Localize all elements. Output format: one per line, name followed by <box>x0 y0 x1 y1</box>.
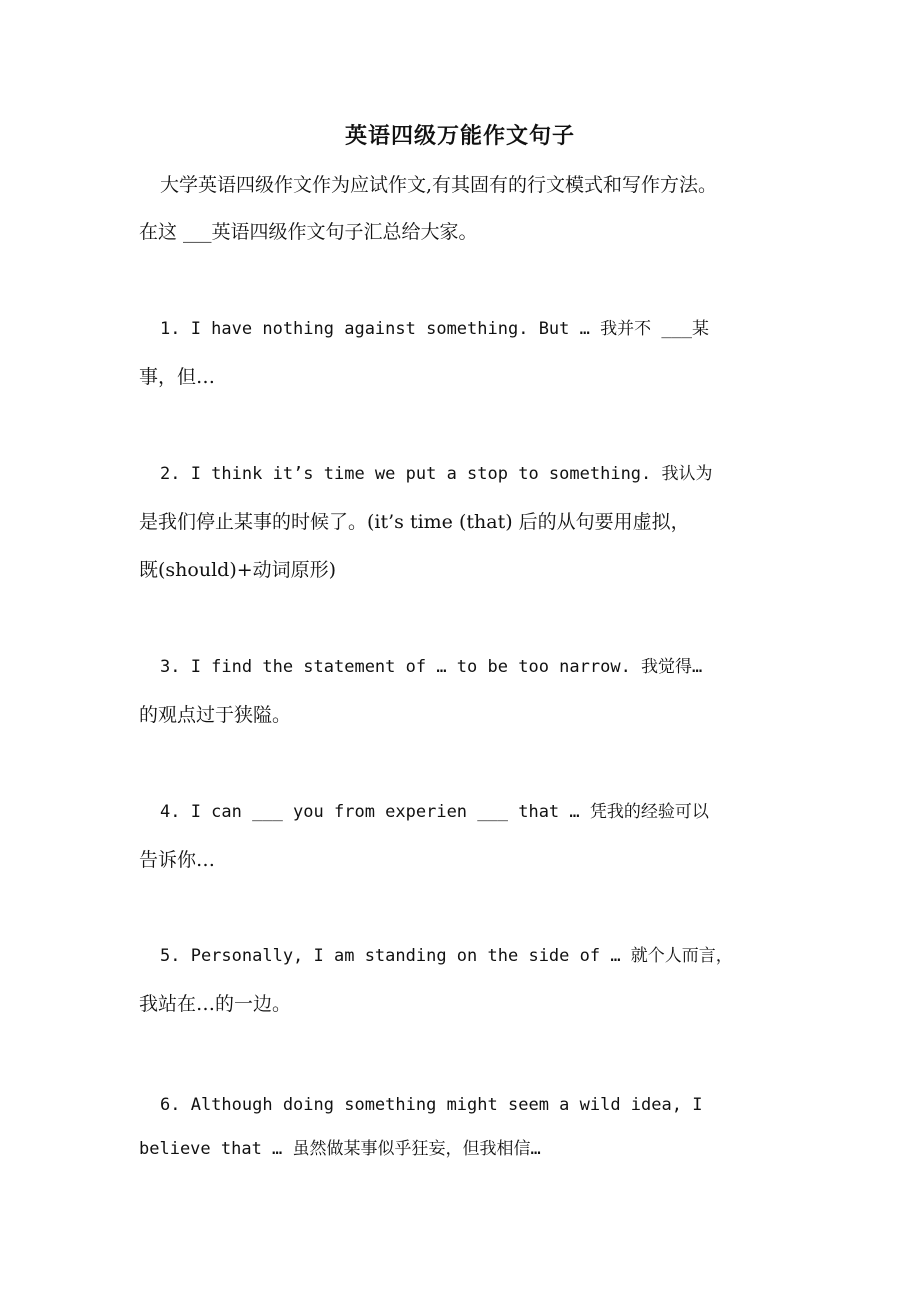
item-4-line-1: 4. I can ___ you from experien ___ that … 凭我的经验可以 <box>160 802 709 822</box>
item-6-line-2: believe that … 虽然做某事似乎狂妄，但我相信… <box>139 1139 541 1159</box>
item-2-line-3: 既(should)+动词原形) <box>139 559 337 581</box>
item-4-line-2: 告诉你… <box>139 849 216 871</box>
intro-line-1: 大学英语四级作文作为应试作文,有其固有的行文模式和写作方法。 <box>160 174 718 196</box>
document-title: 英语四级万能作文句子 <box>344 123 575 149</box>
item-6-line-1: 6. Although doing something might seem a wild idea, I <box>160 1095 703 1115</box>
item-5-line-2: 我站在…的一边。 <box>139 993 292 1015</box>
item-3-line-1: 3. I find the statement of … to be too narrow. 我觉得… <box>160 657 703 677</box>
item-5-line-1: 5. Personally, I am standing on the side of … 就个人而言， <box>160 946 733 966</box>
item-1-line-2: 事，但… <box>139 366 216 388</box>
intro-line-2: 在这 ___英语四级作文句子汇总给大家。 <box>139 221 478 243</box>
item-3-line-2: 的观点过于狭隘。 <box>139 704 292 726</box>
item-2-line-1: 2. I think it’s time we put a stop to something. 我认为 <box>160 464 713 484</box>
item-1-line-1: 1. I have nothing against something. But … 我并不 ___某 <box>160 319 710 339</box>
item-2-line-2: 是我们停止某事的时候了。(it’s time (that) 后的从句要用虚拟， <box>139 511 690 533</box>
